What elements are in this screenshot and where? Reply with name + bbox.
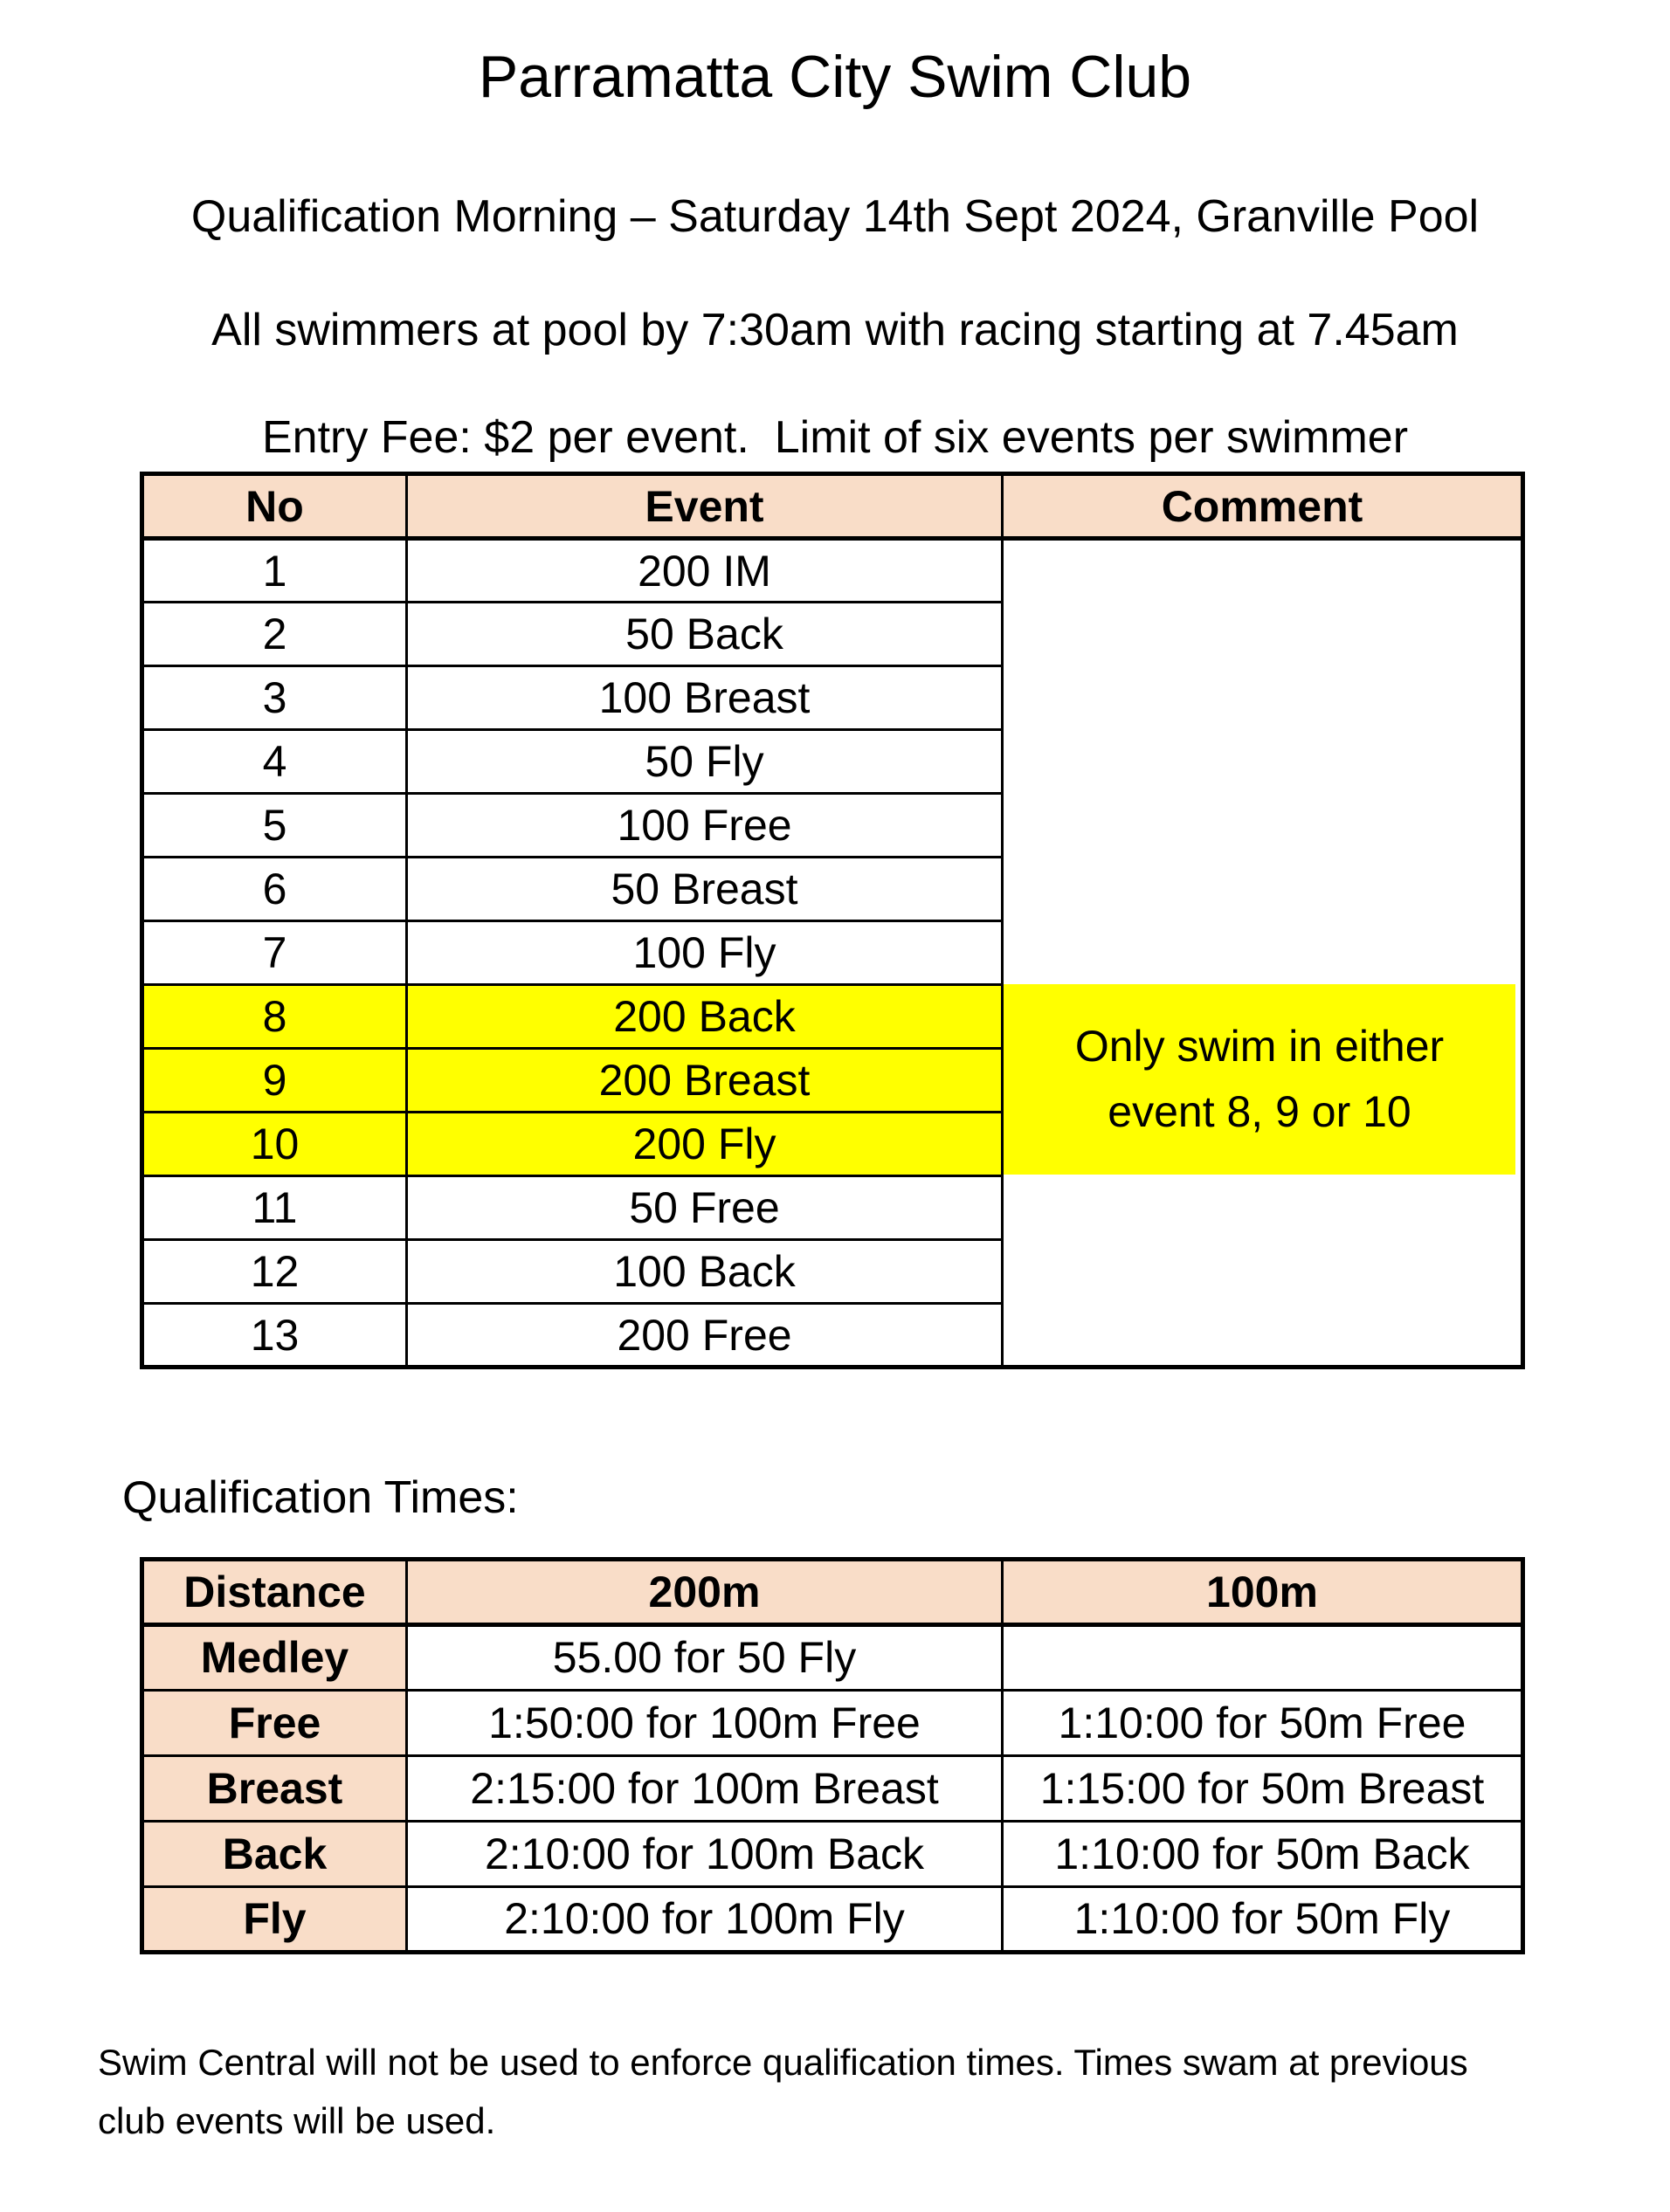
time-200m-cell: 2:10:00 for 100m Back <box>407 1821 1003 1886</box>
comment-text: Only swim in either event 8, 9 or 10 <box>1074 1022 1445 1137</box>
stroke-label-cell: Fly <box>142 1886 407 1952</box>
event-no-cell: 8 <box>142 985 407 1049</box>
event-name-cell: 200 Fly <box>407 1113 1003 1176</box>
time-100m-cell: 1:10:00 for 50m Free <box>1003 1690 1523 1755</box>
times-row <box>142 1755 1523 1821</box>
event-no-cell: 1 <box>142 539 407 603</box>
event-no-cell: 9 <box>142 1049 407 1113</box>
qualification-times-heading: Qualification Times: <box>122 1472 519 1524</box>
stroke-label-cell: Medley <box>142 1624 407 1690</box>
times-row <box>142 1624 1523 1690</box>
events-header-row <box>142 474 1523 539</box>
event-no-cell: 3 <box>142 666 407 730</box>
footnote-line-2: club events will be used. <box>98 2099 496 2141</box>
times-header-row <box>142 1559 1523 1624</box>
times-row <box>142 1886 1523 1952</box>
subtitle-entry-fee: Entry Fee: $2 per event. Limit of six events per swimmer <box>261 411 1409 463</box>
footnote-line-1: Swim Central will not be used to enforce qualification times. Times swam at previous <box>98 2041 1468 2083</box>
event-no-cell: 2 <box>142 603 407 666</box>
page-title: Parramatta City Swim Club <box>478 44 1192 110</box>
subtitle-date-venue: Qualification Morning – Saturday 14th Sept 2024, Granville Pool <box>190 191 1480 242</box>
event-name-cell: 200 Free <box>407 1304 1003 1368</box>
stroke-label-cell: Free <box>142 1690 407 1755</box>
event-name-cell: 200 IM <box>407 539 1003 603</box>
times-header-100m: 100m <box>1003 1559 1523 1624</box>
stroke-label-cell: Back <box>142 1821 407 1886</box>
event-no-cell: 11 <box>142 1176 407 1240</box>
event-name-cell: 100 Fly <box>407 921 1003 985</box>
footnote <box>98 2033 1661 2150</box>
event-name-cell: 50 Free <box>407 1176 1003 1240</box>
event-no-cell: 6 <box>142 858 407 921</box>
events-table <box>140 472 1525 1369</box>
time-100m-cell: 1:15:00 for 50m Breast <box>1003 1755 1523 1821</box>
event-no-cell: 5 <box>142 794 407 858</box>
event-name-cell: 100 Back <box>407 1240 1003 1304</box>
event-name-cell: 50 Back <box>407 603 1003 666</box>
event-name-cell: 200 Back <box>407 985 1003 1049</box>
time-200m-cell: 2:15:00 for 100m Breast <box>407 1755 1003 1821</box>
times-header-200m: 200m <box>407 1559 1003 1624</box>
event-no-cell: 10 <box>142 1113 407 1176</box>
subtitle-arrival-time: All swimmers at pool by 7:30am with racing starting at 7.45am <box>211 305 1459 356</box>
event-no-cell: 13 <box>142 1304 407 1368</box>
time-200m-cell: 1:50:00 for 100m Free <box>407 1690 1003 1755</box>
event-no-cell: 12 <box>142 1240 407 1304</box>
events-header-no: No <box>142 474 407 539</box>
event-name-cell: 50 Fly <box>407 730 1003 794</box>
event-name-cell: 50 Breast <box>407 858 1003 921</box>
time-100m-cell <box>1003 1624 1523 1690</box>
event-name-cell: 100 Free <box>407 794 1003 858</box>
events-header-comment: Comment <box>1003 474 1523 539</box>
event-name-cell: 100 Breast <box>407 666 1003 730</box>
times-table <box>140 1557 1525 1954</box>
time-100m-cell: 1:10:00 for 50m Fly <box>1003 1886 1523 1952</box>
event-no-cell: 4 <box>142 730 407 794</box>
times-row <box>142 1821 1523 1886</box>
events-header-event: Event <box>407 474 1003 539</box>
comment-highlight <box>1004 984 1515 1175</box>
event-row <box>142 539 1523 603</box>
page <box>0 40 1670 2212</box>
stroke-label-cell: Breast <box>142 1755 407 1821</box>
time-200m-cell: 55.00 for 50 Fly <box>407 1624 1003 1690</box>
time-200m-cell: 2:10:00 for 100m Fly <box>407 1886 1003 1952</box>
comment-cell <box>1003 539 1523 1368</box>
times-header-distance: Distance <box>142 1559 407 1624</box>
event-no-cell: 7 <box>142 921 407 985</box>
time-100m-cell: 1:10:00 for 50m Back <box>1003 1821 1523 1886</box>
times-row <box>142 1690 1523 1755</box>
event-name-cell: 200 Breast <box>407 1049 1003 1113</box>
